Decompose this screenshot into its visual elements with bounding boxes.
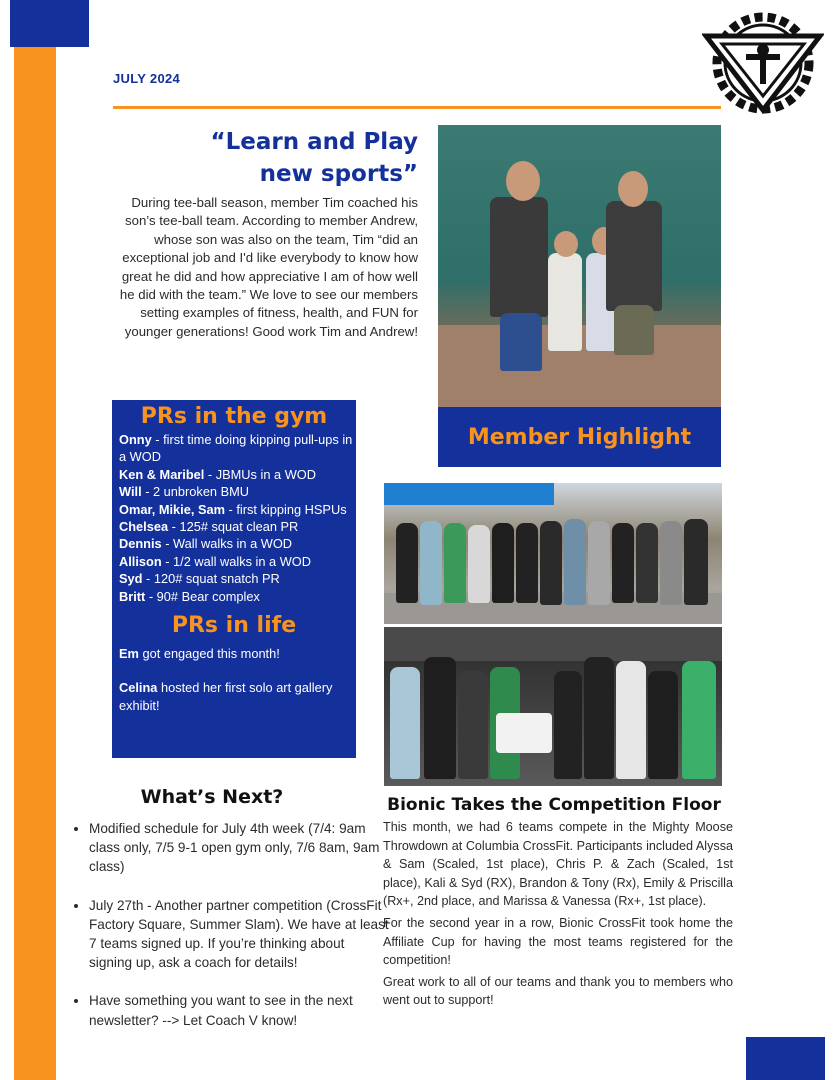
photo-person — [396, 523, 418, 603]
competition-paragraph: For the second year in a row, Bionic CrossFit took home the Affiliate Cup for having the most teams registered for the competition! — [383, 915, 733, 968]
pr-description: - first time doing kipping pull-ups in a WOD — [119, 432, 353, 465]
top-left-corner-block — [10, 0, 89, 47]
prs-life-list — [112, 645, 356, 714]
photo-person — [506, 161, 540, 201]
photo-canopy — [384, 483, 554, 505]
photo-person — [420, 521, 442, 605]
left-orange-stripe — [14, 47, 56, 1080]
whats-next-item: • July 27th - Another partner competition (CrossFit Factory Square, Summer Slam). We have at least 7 teams signed up. If you’re thinking about signing up, ask a coach for details! — [89, 896, 389, 973]
photo-person — [424, 657, 456, 779]
whats-next-list — [72, 819, 389, 1049]
pr-life-item — [119, 679, 356, 714]
pr-member-name: Celina — [119, 680, 158, 696]
pr-member-name: Dennis — [119, 536, 162, 552]
photo-person — [492, 523, 514, 603]
pr-description: - Wall walks in a WOD — [161, 536, 293, 552]
pr-description: - first kipping HSPUs — [224, 501, 347, 517]
whats-next-title: What’s Next? — [140, 786, 284, 808]
article-headline: “Learn and Play new sports” — [210, 129, 418, 187]
member-highlight-title: Member Highlight — [467, 424, 692, 450]
photo-person — [616, 661, 646, 779]
prs-gym-list — [112, 431, 356, 605]
competition-paragraph: This month, we had 6 teams compete in the Mighty Moose Throwdown at Columbia CrossFit. Participants included Alyssa & Sam (Scaled, 1st place), Chris P. & Zach (Scaled, 1st place), Kali & Syd (RX), Brandon & Tony (Rx), Emily & Priscilla (Rx+, 2nd place, and Marissa & Vanessa (Rx+, 1st place). — [383, 820, 733, 909]
pr-member-name: Syd — [119, 571, 143, 587]
pr-description: hosted her first solo art gallery exhibit! — [119, 680, 333, 713]
photo-person — [500, 313, 542, 371]
bionic-logo — [702, 10, 824, 116]
pr-description: - 120# squat snatch PR — [142, 571, 280, 587]
photo-person — [554, 231, 578, 257]
prs-life-title: PRs in life — [171, 613, 297, 639]
photo-person — [584, 657, 614, 779]
pr-description: got engaged this month! — [138, 646, 280, 662]
photo-person — [468, 525, 490, 603]
photo-person — [540, 521, 562, 605]
pr-description: - 2 unbroken BMU — [141, 484, 250, 500]
pr-gym-item — [119, 466, 356, 483]
header-rule — [113, 106, 721, 109]
competition-team-photo — [384, 483, 722, 624]
photo-person — [516, 523, 538, 603]
issue-date: JULY 2024 — [113, 71, 181, 86]
pr-member-name: Allison — [119, 553, 162, 569]
competition-body — [383, 818, 733, 1013]
prs-panel — [112, 400, 356, 758]
pr-member-name: Em — [119, 646, 139, 662]
pr-member-name: Will — [119, 484, 142, 500]
pr-member-name: Chelsea — [119, 519, 169, 535]
photo-person — [648, 671, 678, 779]
competition-paragraph: Great work to all of our teams and thank you to members who went out to support! — [383, 974, 733, 1008]
prs-gym-title: PRs in the gym — [140, 404, 328, 429]
pr-description: - 125# squat clean PR — [168, 519, 299, 535]
photo-person — [458, 671, 488, 779]
whats-next-item: • Modified schedule for July 4th week (7/4: 9am class only, 7/5 9-1 open gym only, 7/6 8am, 9am class) — [89, 819, 389, 877]
photo-person — [548, 253, 582, 351]
article-body: During tee-ball season, member Tim coached his son’s tee-ball team. According to member Andrew, whose son was also on the team, Tim “did an exceptional job and I'd like everybody to know how great he did and how appreciative I am of how well he did with the team.” We love to see our members setting examples of fitness, health, and FUN for younger generations! Good work Tim and Andrew! — [119, 195, 418, 339]
photo-person — [564, 519, 586, 605]
photo-sign — [496, 713, 552, 753]
whats-next-item: • Have something you want to see in the next newsletter? --> Let Coach V know! — [89, 991, 389, 1029]
photo-person — [636, 523, 658, 603]
bottom-right-corner-block — [746, 1037, 825, 1080]
photo-person — [588, 521, 610, 605]
pr-gym-item — [119, 535, 356, 552]
photo-person — [660, 521, 682, 605]
member-highlight-banner — [438, 407, 721, 467]
photo-person — [390, 667, 420, 779]
photo-wall — [384, 627, 722, 661]
photo-person — [684, 519, 708, 605]
photo-person — [682, 661, 716, 779]
photo-person — [614, 305, 654, 355]
pr-gym-item — [119, 518, 356, 535]
pr-gym-item — [119, 431, 356, 466]
pr-gym-item — [119, 483, 356, 500]
competition-award-photo — [384, 627, 722, 786]
photo-person — [618, 171, 648, 207]
member-highlight-photo — [438, 125, 721, 407]
photo-person — [612, 523, 634, 603]
pr-member-name: Omar, Mikie, Sam — [119, 501, 225, 517]
pr-gym-item — [119, 501, 356, 518]
pr-gym-item — [119, 553, 356, 570]
pr-description: - JBMUs in a WOD — [204, 466, 316, 482]
pr-member-name: Britt — [119, 588, 146, 604]
photo-person — [554, 671, 582, 779]
pr-description: - 1/2 wall walks in a WOD — [161, 553, 312, 569]
photo-person — [490, 197, 548, 317]
pr-description: - 90# Bear complex — [145, 588, 260, 604]
pr-member-name: Onny — [119, 432, 152, 447]
pr-life-item — [119, 645, 356, 662]
photo-person — [444, 523, 466, 603]
pr-gym-item — [119, 570, 356, 587]
pr-gym-item — [119, 588, 356, 605]
pr-member-name: Ken & Maribel — [119, 466, 205, 482]
competition-title: Bionic Takes the Competition Floor — [387, 795, 721, 815]
photo-person — [606, 201, 662, 311]
